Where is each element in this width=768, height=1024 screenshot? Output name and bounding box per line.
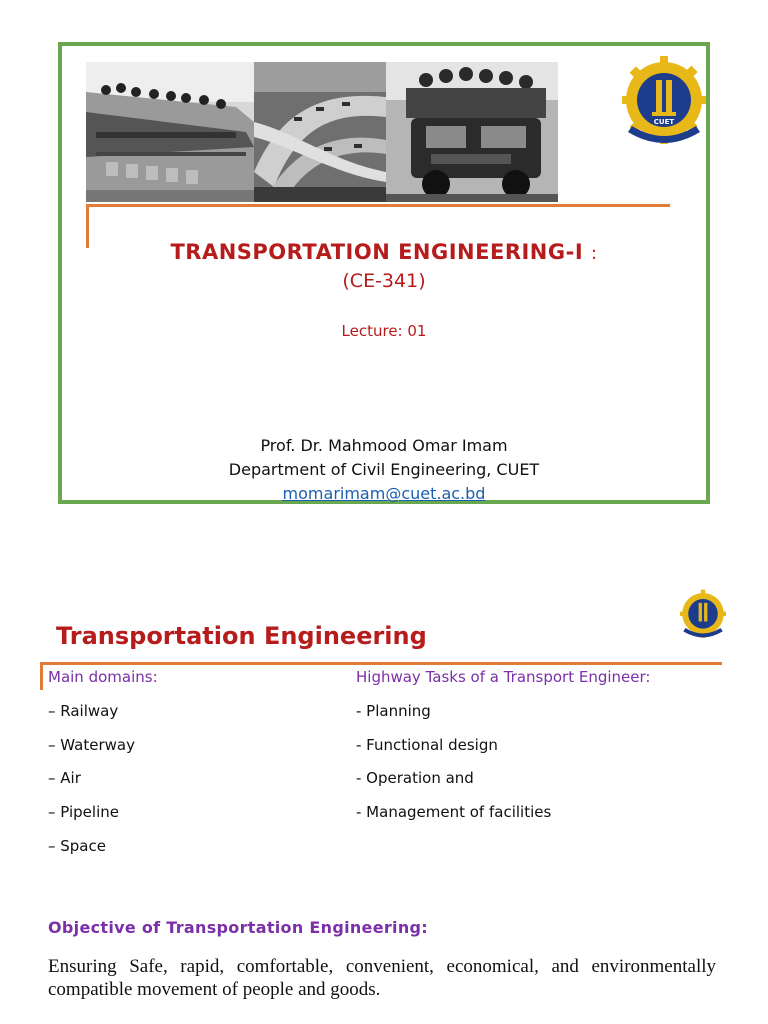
domain-item: – Pipeline	[48, 803, 119, 821]
author-department: Department of Civil Engineering, CUET	[228, 460, 540, 479]
domain-item: – Air	[48, 769, 81, 787]
engineer-tasks-heading: Highway Tasks of a Transport Engineer:	[356, 668, 651, 686]
cuet-logo-small	[680, 588, 726, 644]
author-name: Prof. Dr. Mahmood Omar Imam	[260, 436, 508, 455]
lecture-number: Lecture: 01	[341, 322, 427, 340]
header-photo-strip	[86, 62, 558, 202]
section-title: Transportation Engineering	[56, 622, 427, 650]
cuet-logo	[622, 54, 706, 154]
task-item: - Management of facilities	[356, 803, 552, 821]
course-code: (CE-341)	[342, 270, 426, 292]
accent-rule-horizontal	[86, 204, 670, 207]
slide-title	[62, 240, 706, 264]
objective-heading: Objective of Transportation Engineering:	[48, 918, 428, 937]
task-item: - Functional design	[356, 736, 498, 754]
train-photo	[86, 62, 254, 202]
objective-text: Ensuring Safe, rapid, comfortable, convenient, economical, and environmentally compatible movement of people and goods.	[48, 956, 716, 1000]
slide-title-text: TRANSPORTATION ENGINEERING-I	[170, 240, 584, 264]
domain-item: – Railway	[48, 702, 119, 720]
section-accent-rule	[40, 662, 722, 665]
title-slide	[58, 42, 710, 504]
main-domains-heading: Main domains:	[48, 668, 158, 686]
task-item: - Operation and	[356, 769, 474, 787]
logo-text: CUET	[653, 118, 675, 126]
domain-item: – Waterway	[48, 736, 135, 754]
section-accent-rule-vertical	[40, 662, 43, 690]
interchange-photo	[254, 62, 386, 202]
author-email-link[interactable]: momarimam@cuet.ac.bd	[282, 484, 486, 503]
slide-title-suffix: :	[590, 243, 598, 264]
task-item: - Planning	[356, 702, 431, 720]
truck-photo	[386, 62, 558, 202]
domain-item: – Space	[48, 837, 106, 855]
